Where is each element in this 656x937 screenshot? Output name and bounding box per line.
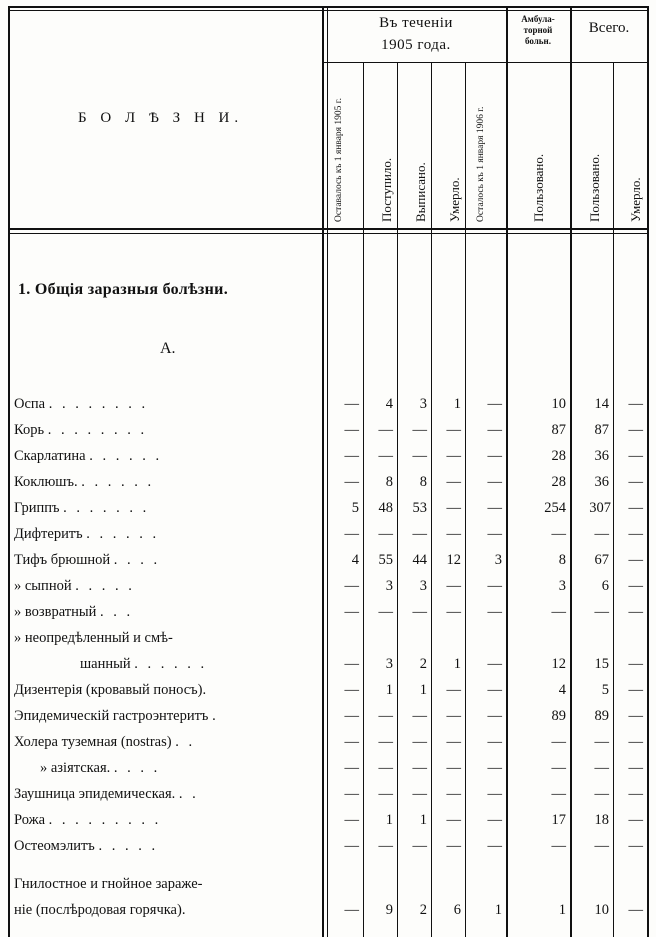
- cell: 67: [594, 552, 609, 568]
- header-col-discharged: Выписано.: [413, 162, 428, 222]
- cell: —: [344, 396, 359, 412]
- header-group-ambulatory-line2: торной: [523, 25, 553, 35]
- cell: —: [487, 474, 502, 490]
- row-label: Остеомэлитъ . . . . .: [14, 838, 159, 854]
- cell: —: [344, 708, 359, 724]
- cell: —: [344, 786, 359, 802]
- cell: —: [344, 760, 359, 776]
- cell: 9: [385, 902, 393, 918]
- cell: —: [628, 656, 643, 672]
- cell: 1: [385, 682, 393, 698]
- cell: —: [487, 526, 502, 542]
- cell: —: [551, 526, 566, 542]
- cell: 1: [558, 902, 566, 918]
- cell: —: [628, 422, 643, 438]
- cell: —: [551, 734, 566, 750]
- cell: —: [628, 448, 643, 464]
- cell: 3: [419, 396, 427, 412]
- cell: —: [344, 682, 359, 698]
- cell: 3: [419, 578, 427, 594]
- row-label: » неопредѣленный и смѣ-: [14, 630, 173, 646]
- cell: 1: [453, 656, 461, 672]
- cell: —: [344, 902, 359, 918]
- cell: 6: [601, 578, 609, 594]
- cell: 28: [551, 474, 566, 490]
- cell: —: [487, 448, 502, 464]
- cell: —: [551, 760, 566, 776]
- cell: —: [594, 604, 609, 620]
- cell: —: [487, 604, 502, 620]
- cell: 3: [385, 578, 393, 594]
- header-group-divider: [322, 62, 648, 63]
- cell: —: [487, 656, 502, 672]
- col-divider-ambulatory: [506, 6, 508, 937]
- cell: —: [378, 604, 393, 620]
- cell: —: [446, 526, 461, 542]
- cell: 14: [594, 396, 609, 412]
- cell: 307: [589, 500, 611, 516]
- cell: —: [628, 578, 643, 594]
- cell: —: [628, 396, 643, 412]
- col-divider-labels-inner: [327, 6, 328, 937]
- header-col-total-treated: Пользовано.: [587, 153, 602, 222]
- cell: 44: [412, 552, 427, 568]
- sub-letter: А.: [160, 340, 176, 357]
- header-col-admitted: Поступило.: [379, 157, 394, 222]
- cell: —: [628, 682, 643, 698]
- row-label: Корь . . . . . . . .: [14, 422, 148, 438]
- cell: 15: [594, 656, 609, 672]
- cell: 10: [594, 902, 609, 918]
- cell: —: [344, 474, 359, 490]
- cell: 4: [385, 396, 393, 412]
- cell: 12: [551, 656, 566, 672]
- cell: 8: [558, 552, 566, 568]
- row-label: Рожа . . . . . . . . .: [14, 812, 162, 828]
- cell: 2: [419, 656, 427, 672]
- cell: —: [487, 708, 502, 724]
- cell: 3: [494, 552, 502, 568]
- header-bottom-border-inner: [8, 233, 648, 234]
- cell: —: [378, 734, 393, 750]
- cell: —: [446, 422, 461, 438]
- cell: —: [378, 526, 393, 542]
- col-divider-3: [431, 62, 432, 937]
- row-label: Тифъ брюшной . . . .: [14, 552, 161, 568]
- cell: 48: [378, 500, 393, 516]
- cell: —: [344, 734, 359, 750]
- cell: —: [412, 422, 427, 438]
- cell: 2: [419, 902, 427, 918]
- header-group-ambulatory-line3: больн.: [524, 36, 551, 46]
- cell: —: [628, 604, 643, 620]
- cell: 17: [551, 812, 566, 828]
- cell: —: [412, 734, 427, 750]
- cell: —: [446, 500, 461, 516]
- cell: 89: [551, 708, 566, 724]
- row-label: Эпидемическій гастроэнтеритъ .: [14, 708, 219, 724]
- cell: —: [628, 838, 643, 854]
- row-label: » азіятская. . . . .: [40, 760, 161, 776]
- cell: —: [446, 812, 461, 828]
- cell: 12: [446, 552, 461, 568]
- col-divider-4: [465, 62, 466, 937]
- cell: —: [628, 734, 643, 750]
- cell: —: [344, 812, 359, 828]
- cell: —: [344, 578, 359, 594]
- header-col-remained-jan-1906: Осталось къ 1 января 1906 г.: [476, 106, 486, 222]
- cell: —: [628, 500, 643, 516]
- cell: —: [446, 474, 461, 490]
- top-border-inner: [8, 10, 648, 11]
- cell: —: [412, 708, 427, 724]
- cell: —: [594, 786, 609, 802]
- header-col-remained-jan-1905: Оставалось къ 1 января 1905 г.: [334, 97, 344, 222]
- cell: —: [378, 422, 393, 438]
- row-label: Коклюшъ. . . . . . .: [14, 474, 155, 490]
- cell: 28: [551, 448, 566, 464]
- cell: —: [412, 838, 427, 854]
- cell: —: [628, 474, 643, 490]
- cell: —: [378, 786, 393, 802]
- cell: —: [487, 812, 502, 828]
- header-group-total: Всего.: [588, 20, 630, 36]
- cell: —: [487, 838, 502, 854]
- cell: —: [628, 526, 643, 542]
- cell: —: [446, 604, 461, 620]
- cell: —: [487, 760, 502, 776]
- cell: —: [487, 786, 502, 802]
- cell: 8: [385, 474, 393, 490]
- cell: —: [412, 604, 427, 620]
- cell: —: [446, 708, 461, 724]
- cell: —: [378, 838, 393, 854]
- cell: —: [594, 760, 609, 776]
- row-label: Заушница эпидемическая. . .: [14, 786, 199, 802]
- cell: 4: [351, 552, 359, 568]
- cell: 5: [351, 500, 359, 516]
- header-group-ambulatory-line1: Амбула-: [521, 14, 555, 24]
- row-label: Оспа . . . . . . . .: [14, 396, 149, 412]
- cell: —: [628, 552, 643, 568]
- cell: —: [487, 422, 502, 438]
- cell: —: [487, 734, 502, 750]
- cell: —: [378, 448, 393, 464]
- cell: 36: [594, 448, 609, 464]
- cell: —: [551, 786, 566, 802]
- cell: 1: [419, 812, 427, 828]
- cell: —: [378, 760, 393, 776]
- cell: —: [344, 656, 359, 672]
- cell: 87: [551, 422, 566, 438]
- cell: —: [628, 902, 643, 918]
- row-label: Гриппъ . . . . . . .: [14, 500, 150, 516]
- header-col-total-died: Умерло.: [628, 177, 643, 222]
- cell: —: [378, 708, 393, 724]
- row-label: ніе (послѣродовая горячка).: [14, 902, 186, 918]
- cell: —: [344, 422, 359, 438]
- cell: —: [412, 760, 427, 776]
- header-row-label: Б О Л Ѣ З Н И.: [78, 110, 244, 126]
- cell: —: [594, 734, 609, 750]
- cell: —: [446, 578, 461, 594]
- cell: 36: [594, 474, 609, 490]
- cell: —: [446, 786, 461, 802]
- cell: —: [594, 526, 609, 542]
- row-label: Гнилостное и гнойное зараже-: [14, 876, 203, 892]
- cell: —: [446, 760, 461, 776]
- cell: 3: [385, 656, 393, 672]
- cell: 89: [594, 708, 609, 724]
- top-border: [8, 6, 648, 8]
- header-col-ambulatory-treated: Пользовано.: [531, 153, 546, 222]
- section-title: 1. Общія заразныя болѣзни.: [18, 281, 229, 298]
- left-border: [8, 6, 10, 937]
- header-group-during-1905-line1: Въ теченіи: [379, 15, 453, 31]
- row-label: шанный . . . . . .: [80, 656, 208, 672]
- row-label: Дифтеритъ . . . . . .: [14, 526, 160, 542]
- cell: 254: [544, 500, 566, 516]
- cell: 8: [419, 474, 427, 490]
- cell: —: [487, 682, 502, 698]
- cell: 10: [551, 396, 566, 412]
- cell: —: [487, 578, 502, 594]
- cell: 55: [378, 552, 393, 568]
- cell: 6: [453, 902, 461, 918]
- cell: 5: [601, 682, 609, 698]
- cell: —: [551, 838, 566, 854]
- row-label: » сыпной . . . . .: [14, 578, 135, 594]
- col-divider-total: [570, 6, 572, 937]
- cell: —: [628, 760, 643, 776]
- row-label: Скарлатина . . . . . .: [14, 448, 163, 464]
- right-border: [647, 6, 649, 937]
- cell: —: [487, 500, 502, 516]
- cell: 1: [419, 682, 427, 698]
- cell: —: [344, 604, 359, 620]
- cell: 1: [453, 396, 461, 412]
- cell: —: [446, 682, 461, 698]
- row-label: Холера туземная (nostras) . .: [14, 734, 196, 750]
- cell: 1: [385, 812, 393, 828]
- cell: —: [344, 526, 359, 542]
- cell: —: [551, 604, 566, 620]
- header-col-died: Умерло.: [447, 177, 462, 222]
- cell: —: [344, 838, 359, 854]
- cell: 1: [494, 902, 502, 918]
- row-label: Дизентерія (кровавый поносъ).: [14, 682, 207, 698]
- header-group-during-1905-line2: 1905 года.: [381, 37, 451, 53]
- cell: —: [628, 812, 643, 828]
- col-divider-total-died: [613, 62, 614, 937]
- cell: —: [487, 396, 502, 412]
- header-bottom-border: [8, 228, 648, 230]
- cell: 53: [412, 500, 427, 516]
- cell: 87: [594, 422, 609, 438]
- cell: —: [412, 786, 427, 802]
- cell: —: [412, 448, 427, 464]
- cell: —: [412, 526, 427, 542]
- cell: —: [628, 708, 643, 724]
- row-label: » возвратный . . .: [14, 604, 134, 620]
- cell: —: [344, 448, 359, 464]
- cell: —: [594, 838, 609, 854]
- cell: 4: [558, 682, 566, 698]
- cell: —: [446, 734, 461, 750]
- cell: —: [628, 786, 643, 802]
- cell: —: [446, 838, 461, 854]
- cell: 3: [558, 578, 566, 594]
- cell: 18: [594, 812, 609, 828]
- col-divider-labels: [322, 6, 324, 937]
- cell: —: [446, 448, 461, 464]
